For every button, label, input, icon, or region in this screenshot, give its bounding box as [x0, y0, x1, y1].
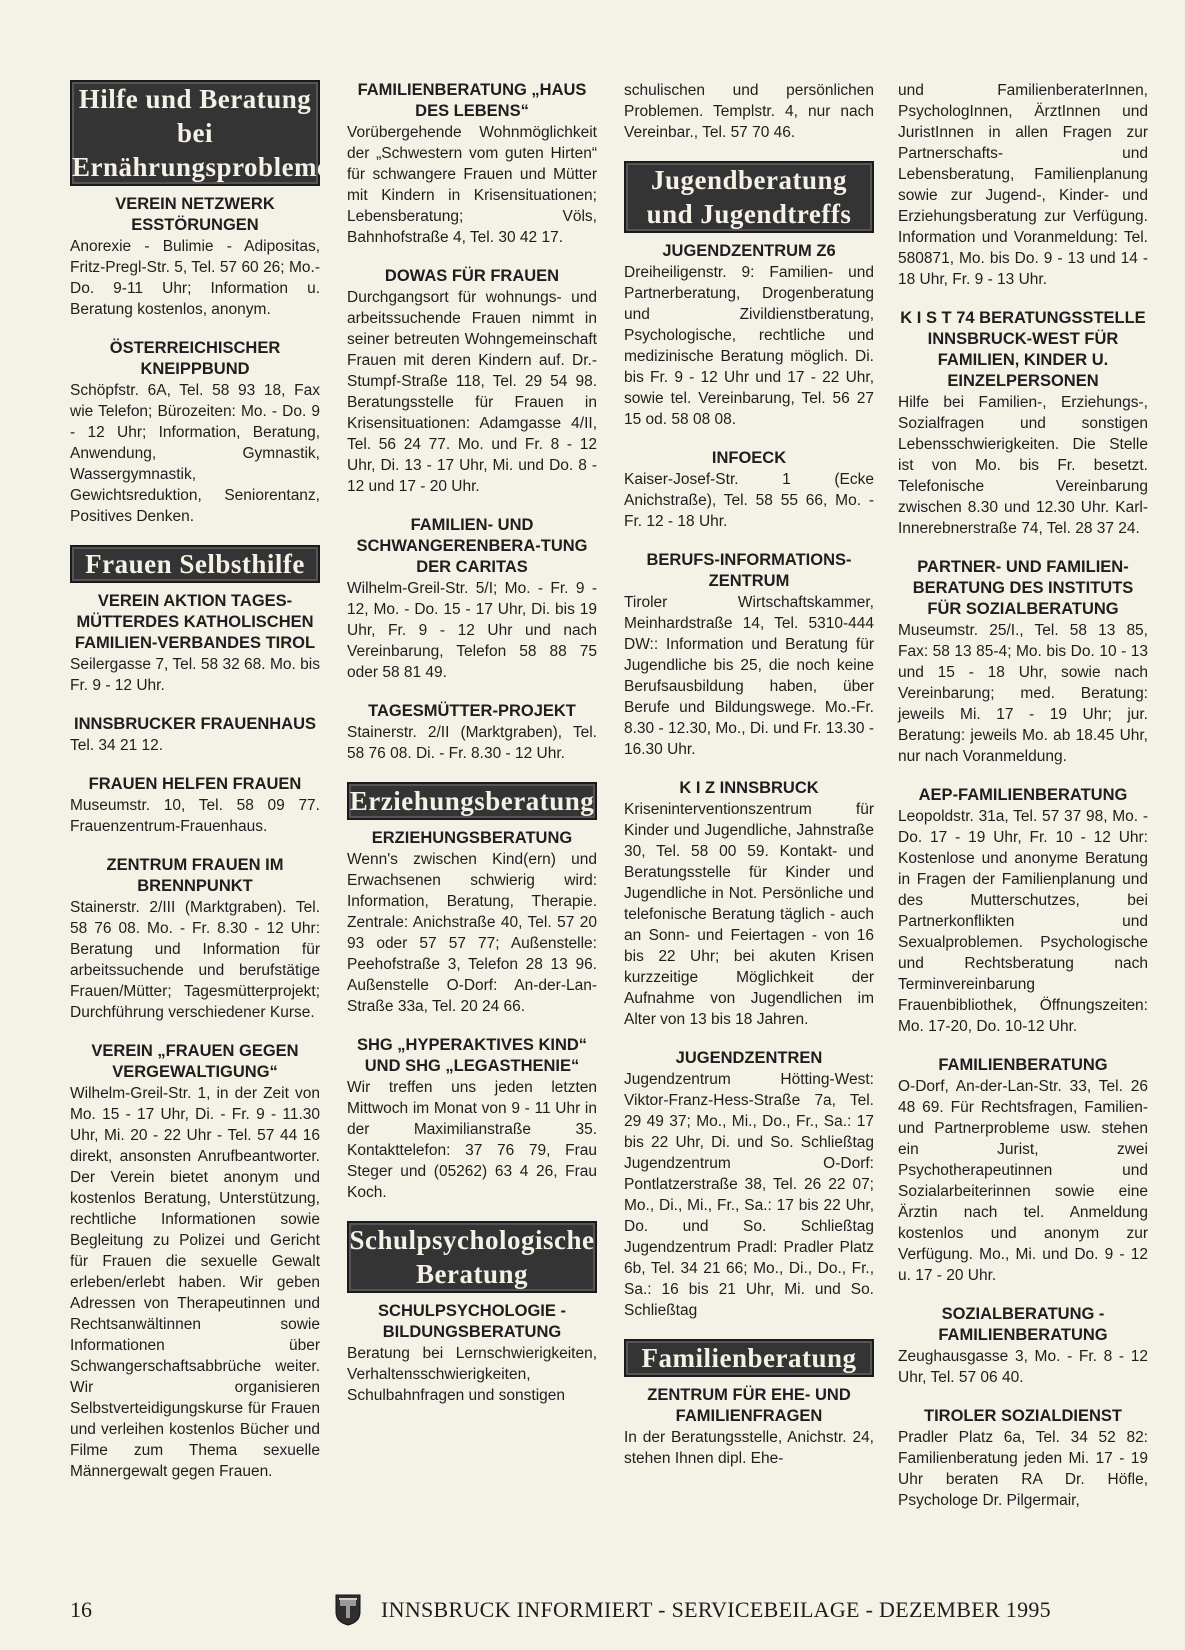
- section-heading-line: Hilfe und Beratung bei: [78, 84, 312, 148]
- directory-entry: [898, 785, 1148, 1037]
- directory-entry: [347, 266, 597, 497]
- entry-text: Beratung bei Lernschwierigkeiten, Verhaltensschwierigkeiten, Schulbahnfragen und sonstigen: [347, 1345, 597, 1404]
- section-heading-line: und Jugendtreffs: [646, 199, 852, 229]
- entry-text: und FamilienberaterInnen, PsychologInnen, ÄrztInnen und JuristInnen in allen Fragen zur Partnerschafts- und Lebensberatung, Familienplanung sowie zur Jugend-, Kinder- und Erziehungsberatung zur Verfügung. Information und Voranmeldung: Tel. 580871, Mo. bis Do. 9 - 13 und 14 - 18 Uhr, Fr. 9 - 13 Uhr.: [898, 82, 1148, 288]
- entry-heading: ZENTRUM FÜR EHE- UND FAMILIENFRAGEN: [647, 1386, 851, 1425]
- entry-text: In der Beratungsstelle, Anichstr. 24, stehen Ihnen dipl. Ehe-: [624, 1429, 874, 1467]
- section-heading-frauen-selbsthilfe: [70, 545, 320, 583]
- section-heading-line: Beratung: [416, 1259, 528, 1289]
- column-1: [70, 80, 346, 1500]
- page-number: 16: [70, 1597, 92, 1622]
- publication-title: INNSBRUCK INFORMIERT - SERVICEBEILAGE - DEZEMBER 1995: [381, 1597, 1051, 1622]
- entry-heading: ZENTRUM FRAUEN IM BRENNPUNKT: [106, 856, 284, 895]
- entry-text: Zeughausgasse 3, Mo. - Fr. 8 - 12 Uhr, Tel. 57 06 40.: [898, 1348, 1148, 1386]
- directory-entry: [347, 701, 597, 764]
- directory-entry: [70, 194, 320, 320]
- entry-text: O-Dorf, An-der-Lan-Str. 33, Tel. 26 48 69. Für Rechtsfragen, Familien- und Partnerprobleme usw. stehen ein Jurist, zwei Psychotherapeutinnen und Sozialarbeiterinnen sowie eine Ärztin nach tel. Anmeldung kostenlos und anonym zur Verfügung. Mo., Mi. und Do. 9 - 12 u. 17 - 20 Uhr.: [898, 1078, 1148, 1284]
- entry-text: Kaiser-Josef-Str. 1 (Ecke Anichstraße), Tel. 58 55 66, Mo. - Fr. 12 - 18 Uhr.: [624, 471, 874, 530]
- directory-entry: [624, 550, 874, 760]
- directory-entry: [70, 714, 320, 756]
- entry-heading: TIROLER SOZIALDIENST: [924, 1407, 1122, 1425]
- directory-entry: [624, 1048, 874, 1321]
- entry-text: Hilfe bei Familien-, Erziehungs-, Sozialfragen und sonstigen Lebensschwierigkeiten. Die Stelle ist von Mo. bis Fr. besetzt. Telefonische Vereinbarung zwischen 8.30 und 12.30 Uhr. Karl-Innerebnerstraße 74, Tel. 28 37 24.: [898, 394, 1148, 537]
- entry-heading: FRAUEN HELFEN FRAUEN: [88, 775, 302, 793]
- entry-heading: AEP-FAMILIENBERATUNG: [918, 786, 1128, 804]
- entry-heading: INFOECK: [711, 449, 787, 467]
- entry-text: Museumstr. 10, Tel. 58 09 77. Frauenzentrum-Frauenhaus.: [70, 797, 320, 835]
- section-heading-familienberatung: [624, 1339, 874, 1377]
- entry-text: schulischen und persönlichen Problemen. Templstr. 4, nur nach Vereinbar., Tel. 57 70 46.: [624, 82, 874, 141]
- section-heading-line: Erziehungsberatung: [349, 786, 595, 816]
- entry-heading: FAMILIENBERATUNG: [938, 1056, 1108, 1074]
- entry-text: Wilhelm-Greil-Str. 5/I; Mo. - Fr. 9 - 12, Mo. - Do. 15 - 17 Uhr, Di. bis 19 Uhr, Fr. 9 - 12 Uhr und nach Vereinbarung, Telefon 58 88 75 oder 58 81 49.: [347, 580, 597, 681]
- directory-entry: [347, 515, 597, 683]
- entry-text: Schöpfstr. 6A, Tel. 58 93 18, Fax wie Telefon; Bürozeiten: Mo. - Do. 9 - 12 Uhr; Information, Beratung, Anwendung, Gymnastik, Wassergymnastik, Gewichtsreduktion, Seniorentanz, Positives Denken.: [70, 382, 320, 525]
- entry-text: Stainerstr. 2/II (Marktgraben), Tel. 58 76 08. Di. - Fr. 8.30 - 12 Uhr.: [347, 724, 597, 762]
- entry-heading: DOWAS FÜR FRAUEN: [384, 267, 560, 285]
- directory-entry: [898, 80, 1148, 290]
- entry-heading: INNSBRUCKER FRAUENHAUS: [73, 715, 316, 733]
- column-3: [624, 80, 874, 1487]
- section-heading-schulpsychologische-beratung: [347, 1221, 597, 1293]
- entry-heading: K I Z INNSBRUCK: [679, 779, 819, 797]
- section-heading-line: Ernährungsproblemen: [72, 152, 346, 182]
- directory-entry: [898, 1406, 1148, 1511]
- entry-text: Wilhelm-Greil-Str. 1, in der Zeit von Mo. 15 - 17 Uhr, Di. - Fr. 9 - 11.30 Uhr, Mi. 20 - 22 Uhr - Tel. 57 44 16 direkt, ansonsten Anrufbeantworter. Der Verein bietet anonym und kostenlos Beratung, Unterstützung, rechtliche Informationen sowie Begleitung zu Polizei und Gericht für Frauen die sexuelle Gewalt erleben/erlebt haben. Wir geben Adressen von Therapeutinnen und Rechtsanwältinnen sowie Informationen über Schwangerschaftsabbrüche weiter. Wir organisieren Selbstverteidigungskurse für Frauen und verleihen kostenlos Bücher und Filme zum Thema sexuelle Männergewalt gegen Frauen.: [70, 1085, 320, 1480]
- entry-heading: ERZIEHUNGSBERATUNG: [371, 829, 573, 847]
- entry-heading: FAMILIEN- UND SCHWANGERENBERA-TUNG DER CARITAS: [356, 516, 588, 576]
- section-heading-jugendberatung-und-jugendtreffs: [624, 161, 874, 233]
- entry-text: Wenn's zwischen Kind(ern) und Erwachsenen schwierig wird: Information, Beratung, Therapie. Zentrale: Anichstraße 40, Tel. 57 20 93 oder 57 57 77; Außenstelle: Peehofstraße 3, Telefon 28 13 96. Außenstelle O-Dorf: An-der-Lan-Straße 33a, Tel. 20 24 66.: [347, 851, 597, 1015]
- entry-text: Tel. 34 21 12.: [70, 737, 164, 754]
- coat-of-arms-icon: [335, 1594, 361, 1626]
- directory-entry: [70, 591, 320, 696]
- entry-text: Durchgangsort für wohnungs- und arbeitssuchende Frauen nimmt in seiner betreuten Wohngemeinschaft Frauen mit deren Kindern auf. Dr.-Stumpf-Straße 118, Tel. 29 54 98. Beratungsstelle für Frauen in Krisensituationen: Adamgasse 4/II, Tel. 56 24 77. Mo. und Fr. 8 - 12 Uhr, Di. 13 - 17 Uhr, Mi. und Do. 8 - 12 und 17 - 20 Uhr.: [347, 289, 597, 495]
- entry-heading: VEREIN AKTION TAGES-MÜTTERDES KATHOLISCHEN FAMILIEN-VERBANDES TIROL: [74, 592, 316, 652]
- entry-text: Jugendzentrum Hötting-West: Viktor-Franz-Hess-Straße 7a, Tel. 29 49 37; Mo., Mi., Do., Fr., Sa.: 17 bis 22 Uhr, Di. und So. Schließtag Jugendzentrum O-Dorf: Pontlatzerstraße 38, Tel. 26 22 07; Mo., Di., Mi., Fr., Sa.: 17 bis 22 Uhr, Do. und So. Schließtag Jugendzentrum Pradl: Pradler Platz 6b, Tel. 34 21 66; Mo., Di., Do., Fr., Sa.: 16 bis 21 Uhr, Mi. und So. Schließtag: [624, 1071, 874, 1319]
- directory-entry: [624, 80, 874, 143]
- entry-heading: SOZIALBERATUNG - FAMILIENBERATUNG: [938, 1305, 1108, 1344]
- directory-entry: [347, 1035, 597, 1203]
- entry-text: Kriseninterventionszentrum für Kinder und Jugendliche, Jahnstraße 30, Tel. 58 00 59. Kontakt- und Beratungsstelle für Kinder und Jugendliche in Not. Persönliche und telefonische Beratung täglich - auch an Sonn- und Feiertagen - von 16 bis 22 Uhr; bei akuten Krisen kurzzeitige Möglichkeit der Aufnahme von Jugendlichen im Alter von 13 bis 18 Jahren.: [624, 801, 874, 1028]
- column-2: [347, 80, 597, 1424]
- entry-text: Tiroler Wirtschaftskammer, Meinhardstraße 14, Tel. 5310-444 DW:: Information und Beratung für Jugendliche bis 25, die noch keine Berufsausbildung haben, über Berufe und Bildungswege. Mo.-Fr. 8.30 - 12.30, Mo., Di. und Fr. 13.30 - 16.30 Uhr.: [624, 594, 874, 758]
- directory-entry: [624, 241, 874, 430]
- section-heading-line: Frauen Selbsthilfe: [85, 549, 305, 579]
- entry-text: Museumstr. 25/I., Tel. 58 13 85, Fax: 58 13 85-4; Mo. bis Do. 10 - 13 und 15 - 18 Uhr, sowie nach Vereinbarung; med. Beratung: jeweils Mi. 17 - 19 Uhr; jur. Beratung: jeweils Mo. ab 18.45 Uhr, nur nach Voranmeldung.: [898, 622, 1148, 765]
- entry-heading: JUGENDZENTREN: [675, 1049, 823, 1067]
- directory-entry: [70, 338, 320, 527]
- directory-entry: [898, 1055, 1148, 1286]
- directory-entry: [347, 1301, 597, 1406]
- entry-heading: PARTNER- UND FAMILIEN-BERATUNG DES INSTITUTS FÜR SOZIALBERATUNG: [912, 558, 1134, 618]
- entry-text: Stainerstr. 2/III (Marktgraben). Tel. 58 76 08. Mo. - Fr. 8.30 - 12 Uhr: Beratung und Information für arbeitssuchende und berufstätige Frauen/Mütter; Tagesmütterprojekt; Durchführung verschiedener Kurse.: [70, 899, 320, 1021]
- page-footer: [70, 1590, 1115, 1630]
- section-heading-line: Jugendberatung: [650, 165, 848, 195]
- entry-heading: TAGESMÜTTER-PROJEKT: [368, 702, 576, 720]
- entry-heading: JUGENDZENTRUM Z6: [662, 242, 836, 260]
- entry-heading: BERUFS-INFORMATIONS-ZENTRUM: [646, 551, 852, 590]
- entry-text: Dreiheiligenstr. 9: Familien- und Partnerberatung, Drogenberatung und Zivildienstberatung, Psychologische, rechtliche und medizinische Beratung möglich. Di. bis Fr. 9 - 12 Uhr und 17 - 22 Uhr, sowie tel. Vereinbarung, Tel. 56 27 15 od. 58 08 08.: [624, 264, 874, 428]
- directory-entry: [70, 774, 320, 837]
- section-heading-hilfe-und-beratung-bei-ern-hrungsproblem: [70, 80, 346, 186]
- entry-heading: VEREIN NETZWERK ESSTÖRUNGEN: [115, 195, 275, 234]
- directory-entry: [898, 1304, 1148, 1388]
- entry-text: Leopoldstr. 31a, Tel. 57 37 98, Mo. - Do. 17 - 19 Uhr, Fr. 10 - 12 Uhr: Kostenlose und anonyme Beratung in Fragen der Familienplanung und des Mutterschutzes, bei Partnerkonflikten und Sexualproblemen. Psychologische und Rechtsberatung nach Terminvereinbarung Frauenbibliothek, Öffnungszeiten: Mo. 17-20, Do. 10-12 Uhr.: [898, 808, 1148, 1035]
- section-heading-line: Schulpsychologische: [349, 1225, 595, 1255]
- directory-entry: [898, 308, 1148, 539]
- entry-text: Anorexie - Bulimie - Adipositas, Fritz-Pregl-Str. 5, Tel. 57 60 26; Mo.-Do. 9-11 Uhr; Information u. Beratung kostenlos, anonym.: [70, 238, 320, 318]
- directory-entry: [624, 778, 874, 1030]
- entry-heading: FAMILIENBERATUNG „HAUS DES LEBENS“: [357, 81, 587, 120]
- column-4: [898, 80, 1148, 1529]
- entry-heading: ÖSTERREICHISCHER KNEIPPBUND: [109, 339, 281, 378]
- directory-entry: [898, 557, 1148, 767]
- entry-heading: VEREIN „FRAUEN GEGEN VERGEWALTIGUNG“: [91, 1042, 299, 1081]
- directory-entry: [624, 1385, 874, 1469]
- directory-entry: [70, 855, 320, 1023]
- directory-entry: [347, 80, 597, 248]
- directory-entry: [347, 828, 597, 1017]
- entry-heading: K I S T 74 BERATUNGSSTELLE INNSBRUCK-WEST FÜR FAMILIEN, KINDER U. EINZELPERSONEN: [900, 309, 1146, 390]
- entry-text: Wir treffen uns jeden letzten Mittwoch im Monat von 9 - 11 Uhr in der Maximilianstraße 35. Kontakttelefon: 37 76 79, Frau Steger und (05262) 63 4 26, Frau Koch.: [347, 1079, 597, 1201]
- entry-heading: SCHULPSYCHOLOGIE - BILDUNGSBERATUNG: [378, 1302, 566, 1341]
- section-heading-line: Familienberatung: [641, 1343, 857, 1373]
- entry-text: Pradler Platz 6a, Tel. 34 52 82: Familienberatung jeden Mi. 17 - 19 Uhr beraten RA Dr. Höfle, Psychologe Dr. Pilgermair,: [898, 1429, 1148, 1509]
- entry-text: Vorübergehende Wohnmöglichkeit der „Schwestern vom guten Hirten“ für schwangere Frauen und Mütter mit Kindern in Krisensituationen; Lebensberatung; Völs, Bahnhofstraße 4, Tel. 30 42 17.: [347, 124, 597, 246]
- directory-entry: [70, 1041, 320, 1482]
- entry-text: Seilergasse 7, Tel. 58 32 68. Mo. bis Fr. 9 - 12 Uhr.: [70, 656, 320, 694]
- directory-entry: [624, 448, 874, 532]
- section-heading-erziehungsberatung: [347, 782, 597, 820]
- entry-heading: SHG „HYPERAKTIVES KIND“ UND SHG „LEGASTHENIE“: [356, 1036, 588, 1075]
